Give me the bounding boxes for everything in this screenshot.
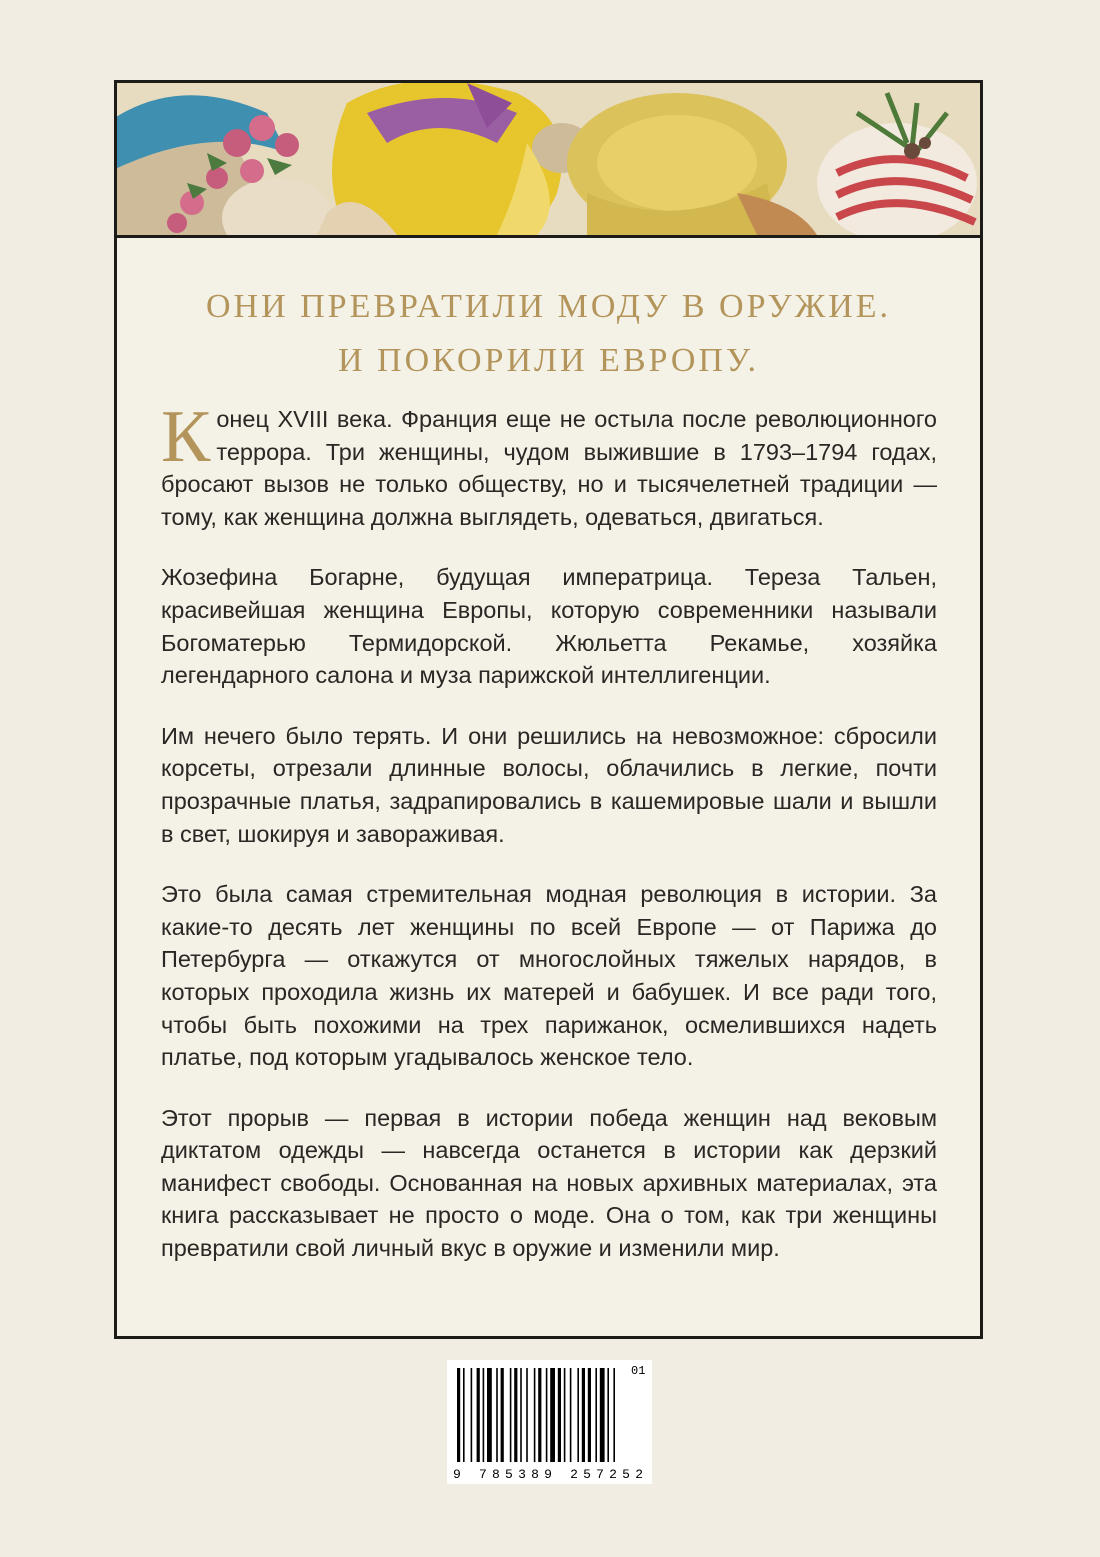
barcode-bar [510,1368,512,1462]
paragraph-5: Этот прорыв — первая в истории победа женщин над вековым диктатом одежды — навсегда останется в истории как дерзкий манифест свободы. Основанная на новых архивных материалах, эта книга рассказывает не просто о моде. Она о том, как три женщины превратили свой личный вкус в оружие и изменили мир. [161,1104,937,1262]
barcode-bar [577,1368,579,1462]
barcode-number: 9 785389 257252 [453,1467,643,1482]
barcode-bar [526,1368,528,1462]
paragraph-2: Жозефина Богарне, будущая императрица. Тереза Тальен, красивейшая женщина Европы, которую современники называли Богоматерью Термидорской. Жюльетта Рекамье, хозяйка легендарного салона и муза парижской интеллигенции. [161,564,937,689]
paragraph-3: Им нечего было терять. И они решились на невозможное: сбросили корсеты, отрезали длинные волосы, облачились в легкие, почти прозрачные платья, задрапировались в кашемировые шали и вышли в свет, шокируя и завораживая. [161,722,937,847]
barcode-bar [600,1368,605,1462]
barcode-bar [483,1368,485,1462]
barcode-bar [588,1368,591,1462]
barcode-bar [595,1368,597,1462]
paragraph-1-text: онец XVIII века. Франция еще не остыла после революционного террора. Три женщины, чудом выжившие в 1793–1794 годах, бросают вызов не только обществу, но и тысячелетней традиции — тому, как женщина должна выглядеть, одеваться, двигаться. [161,406,937,530]
barcode-bars [457,1368,615,1462]
barcode-bar [534,1368,536,1462]
barcode-bar [613,1368,615,1462]
barcode-bar [457,1368,460,1462]
barcode-bar [564,1368,566,1462]
barcode-bar [496,1368,498,1462]
barcode-bar [471,1368,473,1462]
blurb-text [161,396,937,1293]
barcode-bar [538,1368,541,1462]
drop-cap: К [161,396,211,478]
barcode-bar [546,1368,548,1462]
barcode-bar [607,1368,609,1462]
barcode-bar [477,1368,480,1462]
headline-line-2: И ПОКОРИЛИ ЕВРОПУ. [337,342,760,379]
barcode-bar [463,1368,465,1462]
barcode-bar [550,1368,555,1462]
barcode-bar [501,1368,504,1462]
barcode-bar [582,1368,585,1462]
barcode-bar [570,1368,572,1462]
barcode-bar [520,1368,522,1462]
barcode-bar [514,1368,517,1462]
fashion-illustration-banner [117,83,980,238]
paragraph-4: Это была самая стремительная модная революция в истории. За какие-то десять лет женщины по всей Европе — от Парижа до Петербурга — откажутся от многослойных тяжелых нарядов, в которых проходила жизнь их матерей и бабушек. И все ради того, чтобы быть похожими на трех парижанок, осмелившихся надеть платье, под которым угадывалось женское тело. [161,881,937,1071]
barcode-addon: 01 [631,1364,646,1378]
isbn-barcode [447,1360,652,1484]
barcode-bar [487,1368,492,1462]
barcode-bar [558,1368,561,1462]
paragraph-1 [161,396,937,533]
content-frame [114,80,983,1339]
headline-line-1: ОНИ ПРЕВРАТИЛИ МОДУ В ОРУЖИЕ. [205,288,892,325]
hats-illustration [117,83,980,235]
